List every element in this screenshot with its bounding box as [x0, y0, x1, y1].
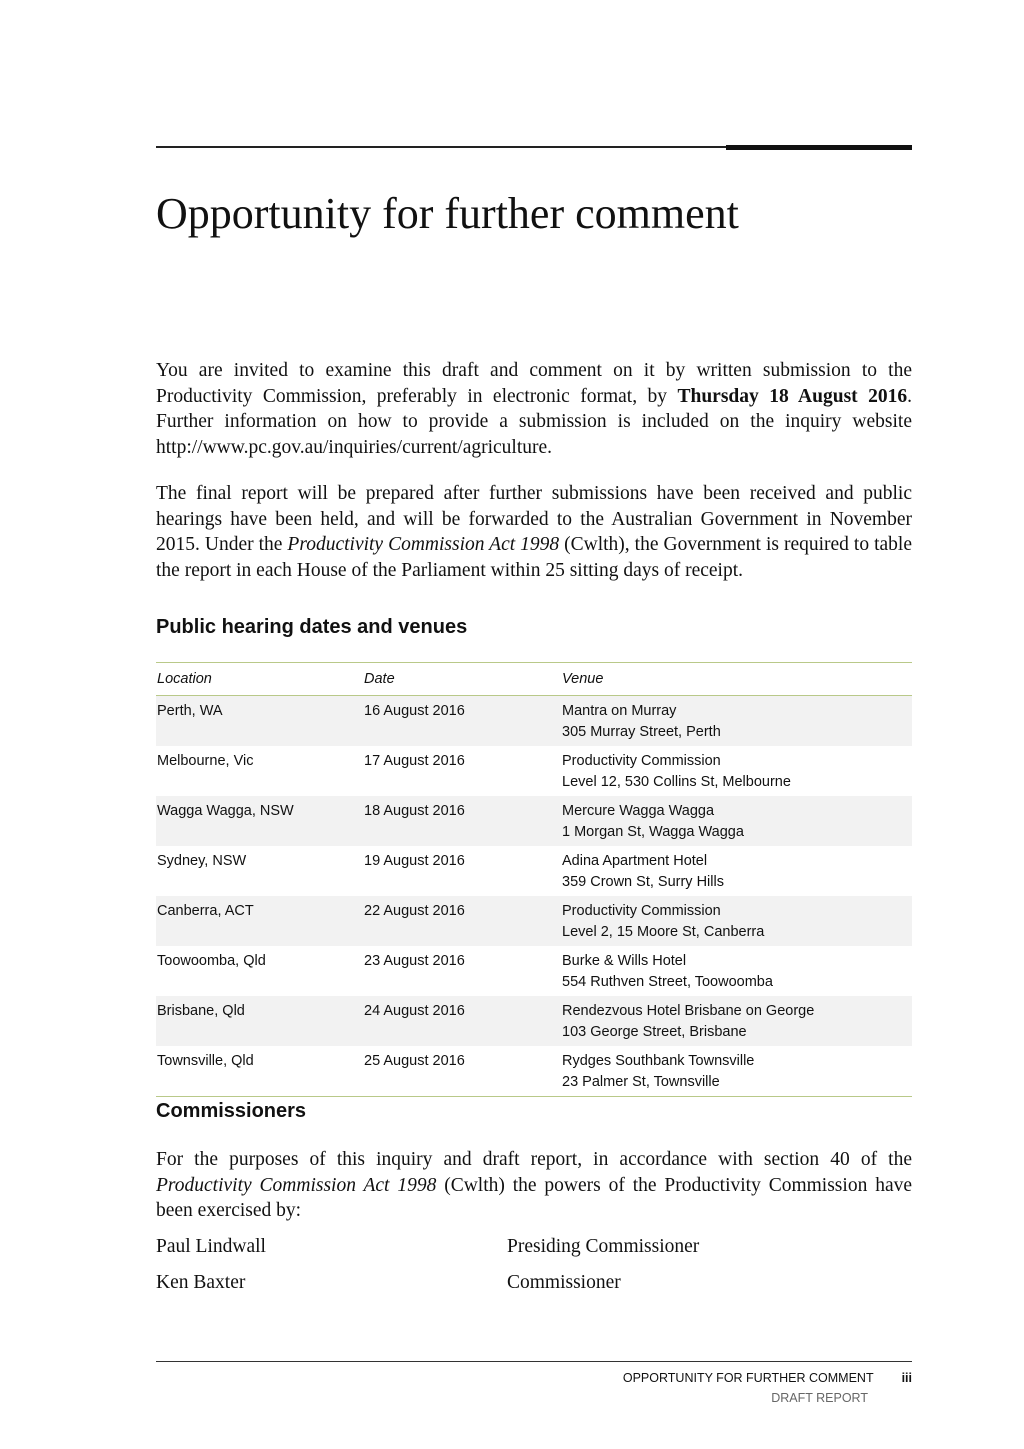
footer-running-head: [623, 1371, 912, 1385]
venue-name: Adina Apartment Hotel: [562, 853, 708, 869]
hearings-table-body: [156, 696, 912, 1097]
table-row: [156, 996, 912, 1046]
cell-location: Canberra, ACT: [157, 903, 254, 919]
cell-location: Melbourne, Vic: [157, 753, 254, 769]
table-row: [156, 1046, 912, 1097]
commissioner-name: Ken Baxter: [156, 1272, 246, 1293]
cell-location: Wagga Wagga, NSW: [157, 803, 294, 819]
commissioners-text-b: (Cwlth) the powers of the Productivity Commission have been exercised by:: [156, 1174, 912, 1221]
cell-venue: [561, 746, 912, 796]
cell-location: Perth, WA: [157, 703, 223, 719]
commissioners-act-title: Productivity Commission Act 1998: [156, 1174, 437, 1196]
commissioner-role: Commissioner: [507, 1272, 621, 1293]
table-row: [156, 946, 912, 996]
venue-address: Level 2, 15 Moore St, Canberra: [562, 924, 765, 940]
cell-venue: [561, 696, 912, 747]
intro-p1-text-a: You are invited to examine this draft and comment on it by written submission to the Productivity Commission, preferably in electronic format, by: [156, 360, 912, 407]
cell-venue: [561, 1046, 912, 1097]
footer-running-title: OPPORTUNITY FOR FURTHER COMMENT: [622, 1371, 874, 1385]
cell-date: 17 August 2016: [364, 753, 465, 769]
commissioners-heading: Commissioners: [156, 1100, 307, 1122]
venue-address: 554 Ruthven Street, Toowoomba: [562, 974, 773, 990]
cell-venue: [561, 846, 912, 896]
cell-venue: [561, 996, 912, 1046]
cell-venue: [561, 796, 912, 846]
cell-venue: [561, 946, 912, 996]
venue-name: Productivity Commission: [562, 903, 721, 919]
table-row: [156, 846, 912, 896]
footer-rule: [156, 1361, 912, 1362]
page-title: Opportunity for further comment: [156, 189, 739, 238]
footer-status: DRAFT REPORT: [771, 1391, 868, 1405]
venue-name: Burke & Wills Hotel: [562, 953, 687, 969]
cell-location: Brisbane, Qld: [157, 1003, 245, 1019]
venue-address: 359 Crown St, Surry Hills: [562, 874, 724, 890]
commissioners-text-a: For the purposes of this inquiry and draft report, in accordance with section 40 of the: [156, 1149, 912, 1170]
venue-address: 23 Palmer St, Townsville: [562, 1074, 720, 1090]
table-row: [156, 896, 912, 946]
cell-date: 19 August 2016: [364, 853, 465, 869]
venue-name: Mercure Wagga Wagga: [562, 803, 715, 819]
hearings-table: [156, 662, 912, 1097]
column-header-date: Date: [364, 671, 395, 687]
venue-name: Rydges Southbank Townsville: [562, 1053, 755, 1069]
cell-date: 18 August 2016: [364, 803, 465, 819]
page-number: iii: [901, 1371, 912, 1385]
intro-paragraph-1: [156, 358, 912, 460]
intro-paragraph-2: [156, 481, 912, 583]
intro-p1-text-b: . Further information on how to provide a submission is included on the inquiry website http://www.pc.gov.au/inquiries/current/agriculture.: [156, 385, 912, 458]
commissioner-role: Presiding Commissioner: [507, 1236, 700, 1257]
column-header-location: Location: [157, 671, 212, 687]
intro-p2-text-b: (Cwlth), the Government is required to table the report in each House of the Parliament within 25 sitting days of receipt.: [156, 534, 912, 581]
top-rule-accent: [726, 145, 912, 150]
cell-date: 23 August 2016: [364, 953, 465, 969]
commissioner-list: [156, 1236, 912, 1308]
cell-date: 25 August 2016: [364, 1053, 465, 1069]
commissioner-name: Paul Lindwall: [156, 1236, 266, 1257]
cell-location: Townsville, Qld: [157, 1053, 254, 1069]
table-row: [156, 796, 912, 846]
venue-name: Productivity Commission: [562, 753, 721, 769]
venue-name: Mantra on Murray: [562, 703, 677, 719]
hearings-heading: Public hearing dates and venues: [156, 616, 468, 638]
column-header-venue: Venue: [562, 671, 604, 687]
cell-location: Toowoomba, Qld: [157, 953, 266, 969]
submission-deadline: Thursday 18 August 2016: [677, 385, 908, 407]
act-title: Productivity Commission Act 1998: [287, 534, 560, 555]
commissioner-row: [156, 1236, 912, 1272]
cell-date: 22 August 2016: [364, 903, 465, 919]
venue-address: Level 12, 530 Collins St, Melbourne: [562, 774, 791, 790]
table-row: [156, 696, 912, 747]
cell-venue: [561, 896, 912, 946]
venue-name: Rendezvous Hotel Brisbane on George: [562, 1003, 815, 1019]
commissioners-paragraph: [156, 1147, 912, 1224]
table-header-row: [156, 663, 912, 696]
cell-date: 16 August 2016: [364, 703, 465, 719]
intro-p2-text-a: The final report will be prepared after further submissions have been received and public hearings have been held, and will be forwarded to the Australian Government in November 2015. Under the: [156, 483, 912, 555]
cell-date: 24 August 2016: [364, 1003, 465, 1019]
cell-location: Sydney, NSW: [157, 853, 247, 869]
venue-address: 103 George Street, Brisbane: [562, 1024, 747, 1040]
table-row: [156, 746, 912, 796]
venue-address: 1 Morgan St, Wagga Wagga: [562, 824, 744, 840]
commissioner-row: [156, 1272, 912, 1308]
venue-address: 305 Murray Street, Perth: [562, 724, 721, 740]
